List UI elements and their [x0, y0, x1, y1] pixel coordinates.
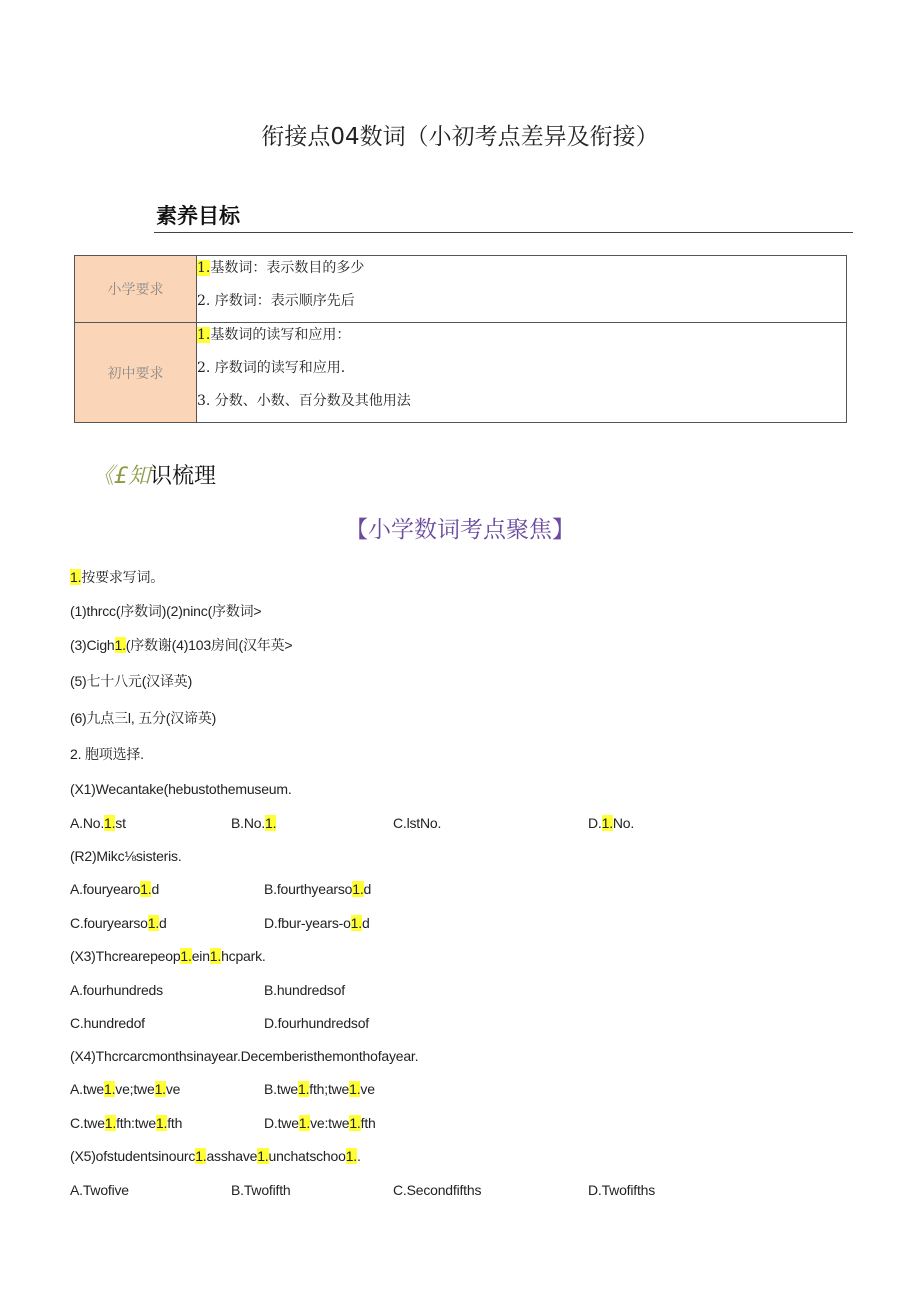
knowledge-heading-prefix: 《£知 — [92, 464, 150, 489]
highlight-mark: 1. — [195, 1148, 207, 1164]
text-run: X5)ofstudentsinourc — [74, 1148, 196, 1164]
answer-option — [231, 1182, 290, 1198]
section-heading-goals: 素养目标 — [156, 204, 240, 228]
text-run: (X3)Thcrearepeop — [70, 948, 181, 964]
answer-option — [70, 1115, 182, 1131]
text-run: C.hundredof — [70, 1015, 145, 1031]
text-run: D.Twofifths — [588, 1182, 656, 1198]
highlight-mark: 1. — [601, 815, 613, 831]
text-run: asshave — [206, 1148, 258, 1164]
highlight-mark: 1. — [154, 1081, 166, 1097]
text-run: d — [159, 915, 167, 931]
section-divider — [154, 232, 853, 233]
answer-option — [393, 815, 441, 831]
text-run: d — [361, 915, 370, 931]
highlight-mark: 1. — [104, 815, 116, 831]
answer-option — [264, 1115, 376, 1131]
row-content-middle — [197, 323, 847, 423]
text-run: (R2)Mikc⅛sisteris. — [70, 848, 182, 864]
text-run: A.fouryearo — [70, 881, 141, 897]
text-run: . — [356, 1148, 361, 1164]
text-run: B.Twofifth — [231, 1182, 291, 1198]
answer-option — [588, 815, 634, 831]
answer-option — [588, 1182, 655, 1198]
text-run: ve:twe — [310, 1115, 350, 1131]
highlight-mark: 1. — [180, 948, 192, 964]
text-run: ( — [70, 1148, 75, 1164]
question-stem — [70, 848, 182, 864]
requirement-text: 基数词：表示数目的多少 — [210, 260, 365, 276]
answer-option — [264, 915, 370, 931]
text-run: fth:twe — [116, 1115, 156, 1131]
text-run: (X4)Thcrcarcmonthsinayear.Decemberisthemonthofayear. — [70, 1048, 419, 1064]
text-run: fth — [360, 1115, 376, 1131]
text-run: No. — [612, 815, 635, 831]
text-run: D.fbur-years-o — [264, 915, 351, 931]
highlight-mark: 1. — [114, 637, 126, 653]
highlight-mark: 1. — [298, 1081, 310, 1097]
text-run: fth — [167, 1115, 183, 1131]
answer-option — [70, 1015, 145, 1031]
answer-option — [264, 982, 345, 998]
answer-option — [264, 1081, 375, 1097]
answer-option — [264, 881, 371, 897]
text-run: fth;twe — [309, 1081, 350, 1097]
requirement-line — [197, 256, 846, 289]
highlight-mark: 1. — [209, 948, 222, 964]
text-run: d — [151, 881, 160, 897]
requirement-line: 2. 序数词：表示顺序先后 — [197, 293, 355, 309]
highlight-mark: 1. — [265, 815, 277, 831]
requirement-line: 3. 分数、小数、百分数及其他用法 — [197, 393, 411, 409]
table-row — [75, 256, 847, 323]
text-run: D. — [588, 815, 602, 831]
text-run: A.No. — [70, 815, 105, 831]
text-run: d — [363, 881, 372, 897]
highlight-mark: 1. — [197, 260, 211, 276]
highlight-mark: 1. — [298, 1115, 311, 1131]
highlight-mark: 1. — [349, 1081, 361, 1097]
subtitle: 【小学数词考点聚焦】 — [345, 517, 575, 543]
text-run: D.fourhundredsof — [264, 1015, 369, 1031]
highlight-mark: 1. — [257, 1148, 269, 1164]
question-text: (3)Cigh — [70, 637, 115, 653]
answer-option — [70, 881, 159, 897]
text-run: unchatschoo — [268, 1148, 346, 1164]
answer-option — [231, 815, 276, 831]
text-run: st — [115, 815, 126, 831]
requirement-line — [197, 323, 846, 356]
question-line: (6)九点三l, 五分(汉谛英) — [70, 710, 217, 726]
text-run: B.fourthyearso — [264, 881, 353, 897]
knowledge-heading-text: 识梳理 — [150, 464, 217, 489]
answer-option — [70, 1081, 180, 1097]
text-run: B.hundredsof — [264, 982, 345, 998]
text-run: (X1)Wecantake(hebustothemuseum. — [70, 781, 292, 797]
question-line: (1)thrcc(序数词)(2)ninc(序数词> — [70, 603, 262, 619]
text-run: D.twe — [264, 1115, 299, 1131]
page-title: 衔接点04数词（小初考点差异及衔接） — [261, 124, 659, 150]
text-run: A.Twofive — [70, 1182, 129, 1198]
text-run: ve — [360, 1081, 375, 1097]
answer-option — [70, 1182, 129, 1198]
highlight-mark: 1. — [140, 881, 152, 897]
question-line — [70, 635, 292, 655]
highlight-mark: 1. — [352, 881, 364, 897]
text-run: ve — [165, 1081, 181, 1097]
question-stem — [70, 781, 292, 797]
text-run: hcpark. — [221, 948, 266, 964]
answer-option — [70, 915, 167, 931]
question-stem — [70, 1048, 418, 1064]
highlight-mark: 1. — [345, 1148, 357, 1164]
knowledge-heading — [92, 459, 216, 490]
requirements-table — [74, 255, 847, 423]
question-1-heading — [70, 567, 164, 587]
answer-option — [70, 815, 126, 831]
highlight-mark: 1. — [155, 1115, 168, 1131]
highlight-mark: 1. — [349, 1115, 361, 1131]
text-run: B.No. — [231, 815, 266, 831]
text-run: ein — [191, 948, 210, 964]
highlight-mark: 1. — [197, 327, 211, 343]
requirement-line: 2. 序数词的读写和应用. — [197, 360, 346, 376]
text-run: C.Secondfifths — [393, 1182, 482, 1198]
highlight-mark: 1. — [70, 569, 82, 585]
highlight-mark: 1. — [350, 915, 362, 931]
text-run: C.fouryearso — [70, 915, 148, 931]
answer-option — [264, 1015, 369, 1031]
row-label-middle: 初中要求 — [75, 323, 197, 423]
text-run: ve;twe — [115, 1081, 155, 1097]
answer-option — [70, 982, 163, 998]
question-stem — [70, 948, 266, 964]
question-line: (5)七十八元(汉译英) — [70, 673, 193, 689]
text-run: B.twe — [264, 1081, 299, 1097]
text-run: A.fourhundreds — [70, 982, 163, 998]
text-run: C.twe — [70, 1115, 105, 1131]
question-stem — [70, 1148, 361, 1164]
question-text: 按要求写词。 — [81, 569, 165, 585]
highlight-mark: 1. — [104, 1081, 116, 1097]
table-row — [75, 323, 847, 423]
text-run: A.twe — [70, 1081, 105, 1097]
highlight-mark: 1. — [104, 1115, 117, 1131]
answer-option — [393, 1182, 481, 1198]
highlight-mark: 1. — [147, 915, 160, 931]
requirement-text: 基数词的读写和应用： — [210, 327, 351, 343]
row-content-primary — [197, 256, 847, 323]
text-run: C.lstNo. — [393, 815, 442, 831]
row-label-primary: 小学要求 — [75, 256, 197, 323]
question-line: 2. 胞项选择. — [70, 746, 144, 762]
question-text: (序数谢(4)103房间(汉年英> — [125, 637, 293, 653]
